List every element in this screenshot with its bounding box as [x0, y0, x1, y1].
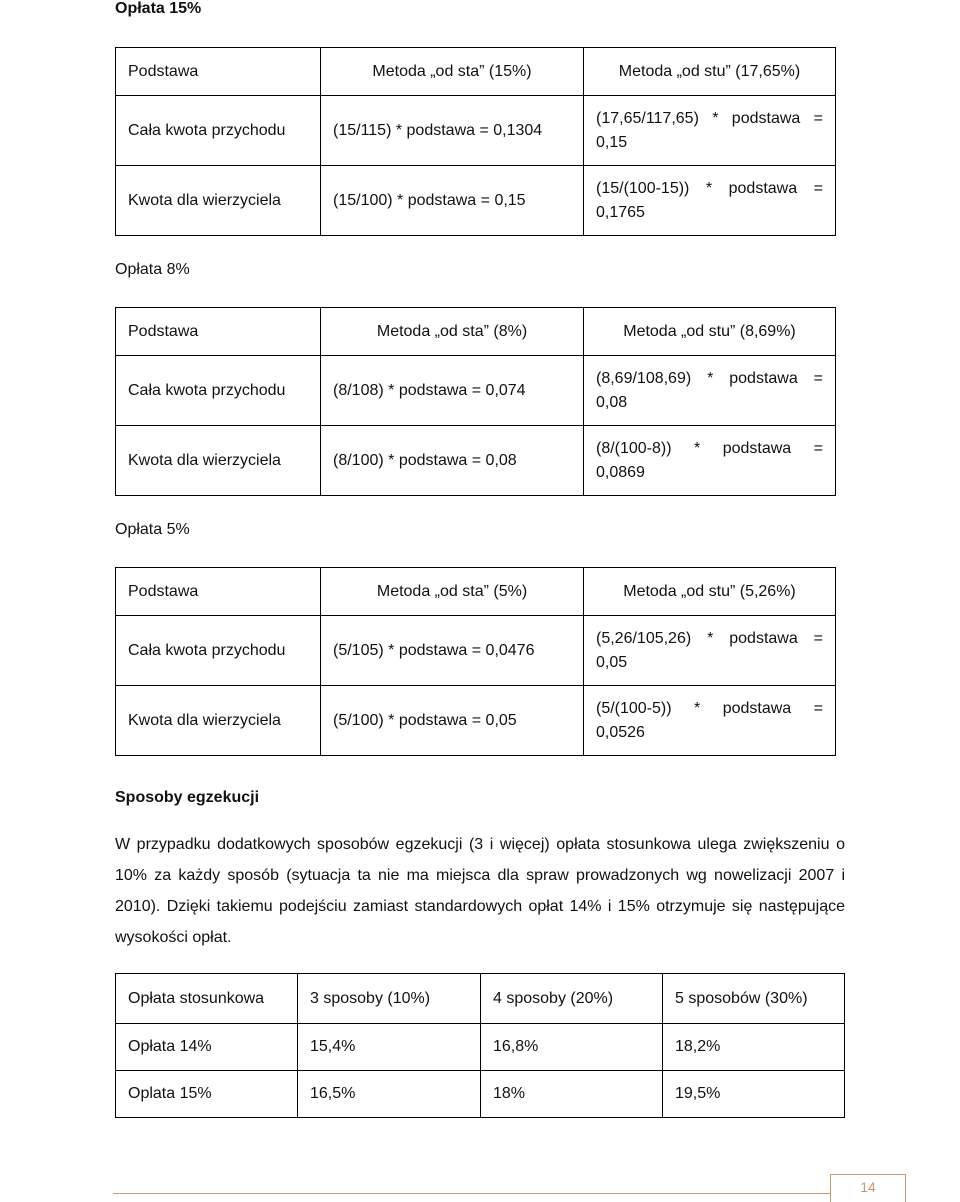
table-cell: (5/105) * podstawa = 0,0476 — [321, 616, 584, 686]
section-heading-15: Opłata 15% — [115, 0, 202, 17]
header-cell: Metoda „od stu” (17,65%) — [584, 48, 836, 96]
formula-result: 0,1765 — [596, 203, 645, 221]
header-cell: Metoda „od sta” (5%) — [321, 568, 584, 616]
table-cell: (8/100) * podstawa = 0,08 — [321, 426, 584, 496]
table-row — [116, 616, 836, 686]
formula-line: (15/(100-15)) * podstawa = — [596, 179, 823, 197]
formula-result: 0,0869 — [596, 463, 645, 481]
table-row — [116, 96, 836, 166]
table-cell: Opłata 14% — [116, 1024, 298, 1071]
table-header-row — [116, 974, 845, 1024]
footer-rule — [113, 1193, 831, 1194]
table-cell: Kwota dla wierzyciela — [116, 686, 321, 756]
table-cell: Kwota dla wierzyciela — [116, 426, 321, 496]
section-heading-enforcement: Sposoby egzekucji — [115, 789, 260, 806]
header-cell: Metoda „od sta” (8%) — [321, 308, 584, 356]
header-cell: Podstawa — [116, 308, 321, 356]
table-row — [116, 166, 836, 236]
fee-table-15 — [115, 47, 836, 236]
header-cell: Metoda „od stu” (5,26%) — [584, 568, 836, 616]
table-row — [116, 1071, 845, 1118]
section-heading-8: Opłata 8% — [115, 261, 190, 278]
table-cell: Cała kwota przychodu — [116, 96, 321, 166]
enforcement-paragraph: W przypadku dodatkowych sposobów egzekucji (3 i więcej) opłata stosunkowa ulega zwiększeniu o 10% za każdy sposób (sytuacja ta nie ma miejsca dla spraw prowadzonych wg nowelizacji 2007 i 2010). Dzięki takiemu podejściu zamiast standardowych opłat 14% i 15% otrzymuje się następujące wysokości opłat. — [115, 836, 845, 946]
table-cell — [584, 96, 836, 166]
fees-by-methods-table — [115, 973, 845, 1118]
table-cell: (15/115) * podstawa = 0,1304 — [321, 96, 584, 166]
table-cell — [584, 616, 836, 686]
formula-result: 0,08 — [596, 393, 628, 411]
table-header-row — [116, 308, 836, 356]
table-row — [116, 1024, 845, 1071]
table-cell: (8/108) * podstawa = 0,074 — [321, 356, 584, 426]
header-cell: 5 sposobów (30%) — [663, 974, 845, 1024]
table-cell — [584, 426, 836, 496]
fee-table-8 — [115, 307, 836, 496]
formula-result: 0,15 — [596, 133, 628, 151]
table-row — [116, 426, 836, 496]
formula-line: (8/(100-8)) * podstawa = — [596, 439, 823, 457]
table-cell — [584, 686, 836, 756]
table-cell: (15/100) * podstawa = 0,15 — [321, 166, 584, 236]
page-number: 14 — [830, 1174, 906, 1202]
formula-line: (5/(100-5)) * podstawa = — [596, 699, 823, 717]
table-cell — [584, 356, 836, 426]
table-header-row — [116, 568, 836, 616]
formula-result: 0,05 — [596, 653, 628, 671]
section-heading-5: Opłata 5% — [115, 521, 190, 538]
table-row — [116, 356, 836, 426]
formula-line: (17,65/117,65) * podstawa = — [596, 109, 823, 127]
table-cell: 16,8% — [481, 1024, 663, 1071]
header-cell: Opłata stosunkowa — [116, 974, 298, 1024]
table-cell: Cała kwota przychodu — [116, 616, 321, 686]
table-row — [116, 686, 836, 756]
table-cell — [584, 166, 836, 236]
header-cell: 4 sposoby (20%) — [481, 974, 663, 1024]
table-cell: 15,4% — [298, 1024, 481, 1071]
table-cell: 18,2% — [663, 1024, 845, 1071]
header-cell: Metoda „od stu” (8,69%) — [584, 308, 836, 356]
table-cell: Kwota dla wierzyciela — [116, 166, 321, 236]
table-cell: (5/100) * podstawa = 0,05 — [321, 686, 584, 756]
formula-line: (8,69/108,69) * podstawa = — [596, 369, 823, 387]
table-header-row — [116, 48, 836, 96]
header-cell: 3 sposoby (10%) — [298, 974, 481, 1024]
table-cell: 18% — [481, 1071, 663, 1118]
header-cell: Metoda „od sta” (15%) — [321, 48, 584, 96]
table-cell: Cała kwota przychodu — [116, 356, 321, 426]
table-cell: 19,5% — [663, 1071, 845, 1118]
header-cell: Podstawa — [116, 48, 321, 96]
table-cell: 16,5% — [298, 1071, 481, 1118]
table-cell: Oplata 15% — [116, 1071, 298, 1118]
header-cell: Podstawa — [116, 568, 321, 616]
formula-result: 0,0526 — [596, 723, 645, 741]
fee-table-5 — [115, 567, 836, 756]
formula-line: (5,26/105,26) * podstawa = — [596, 629, 823, 647]
